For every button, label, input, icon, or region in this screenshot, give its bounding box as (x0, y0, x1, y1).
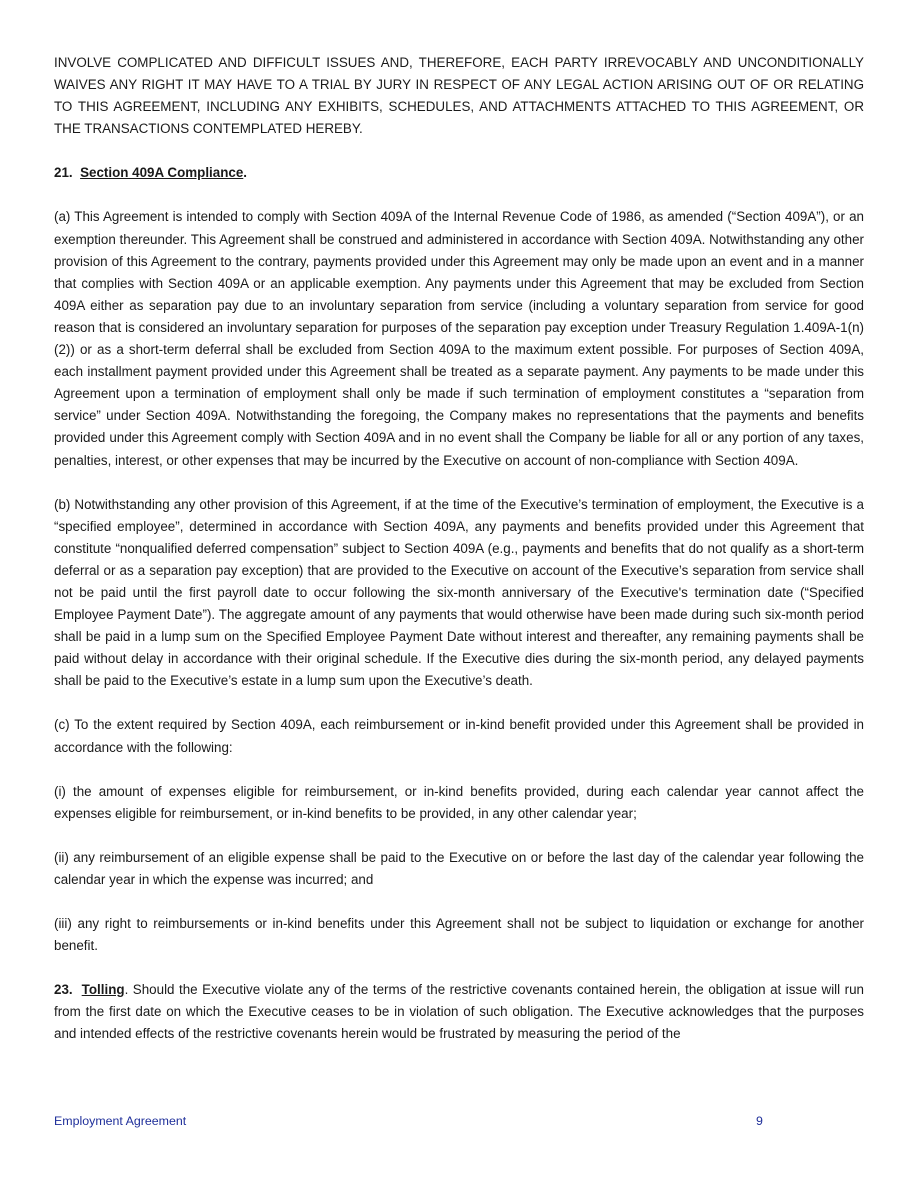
section-21-paragraph-iii: (iii) any right to reimbursements or in-kind benefits under this Agreement shall not be subject to liquidation or exchange for another benefit. (54, 916, 864, 954)
section-21-paragraph-i: (i) the amount of expenses eligible for reimbursement, or in-kind benefits provided, during each calendar year cannot affect the expenses eligible for reimbursement, or in-kind benefits to be provided, in any other calendar year; (54, 783, 864, 821)
section-23-number: 23. (54, 982, 73, 998)
section-21-paragraph-b: (b) Notwithstanding any other provision of this Agreement, if at the time of the Executive’s termination of employment, the Executive is a “specified employee”, determined in accordance with Section 409A, any payments and benefits provided under this Agreement that constitute “nonqualified deferred compensation” subject to Section 409A (e.g., payments and benefits that do not qualify as a short-term deferral or as a separation pay exception) that are provided to the Executive on account of the Executive’s separation from service shall not be paid until the first payroll date to occur following the six-month anniversary of the Executive's termination date (“Specified Employee Payment Date”). The aggregate amount of any payments that would otherwise have been made during such six-month period shall be paid in a lump sum on the Specified Employee Payment Date without interest and thereafter, any remaining payments shall be paid without delay in accordance with their original schedule. If the Executive dies during the six-month period, any delayed payments shall be paid to the Executive’s estate in a lump sum upon the Executive’s death. (54, 496, 864, 689)
page-number: 9 (756, 1114, 763, 1128)
section-21-paragraph-a: (a) This Agreement is intended to comply with Section 409A of the Internal Revenue Code of 1986, as amended (“Section 409A”), or an exemption thereunder. This Agreement shall be construed and administered in accordance with Section 409A. Notwithstanding any other provision of this Agreement to the contrary, payments provided under this Agreement may only be made upon an event and in a manner that complies with Section 409A or an applicable exemption. Any payments under this Agreement that may be excluded from Section 409A either as separation pay due to an involuntary separation from service (including a voluntary separation from service for good reason that is considered an involuntary separation for purposes of the separation pay exception under Treasury Regulation 1.409A-1(n)(2)) or as a short-term deferral shall be excluded from Section 409A to the maximum extent possible. For purposes of Section 409A, each installment payment provided under this Agreement shall be treated as a separate payment. Any payments to be made under this Agreement upon a termination of employment shall only be made if such termination of employment constitutes a “separation from service” under Section 409A. Notwithstanding the foregoing, the Company makes no representations that the payments and benefits provided under this Agreement comply with Section 409A and in no event shall the Company be liable for all or any portion of any taxes, penalties, interest, or other expenses that may be incurred by the Executive on account of non-compliance with Section 409A. (54, 209, 864, 468)
section-23-title: Tolling (81, 982, 125, 998)
section-21-trailing: . (243, 165, 248, 181)
footer-title: Employment Agreement (54, 1114, 187, 1128)
document-page (54, 52, 864, 1067)
section-21-title: Section 409A Compliance (80, 165, 244, 181)
section-23-text: . Should the Executive violate any of the terms of the restrictive covenants contained herein, the obligation at issue will run from the first date on which the Executive ceases to be in violation of such obligation. The Executive acknowledges that the purposes and intended effects of the restrictive covenants herein would be frustrated by measuring the period of the (54, 982, 864, 1042)
section-21-paragraph-c: (c) To the extent required by Section 409A, each reimbursement or in-kind benefit provided under this Agreement shall be provided in accordance with the following: (54, 717, 864, 755)
section-21-number: 21. (54, 165, 73, 181)
section-21-heading (54, 162, 864, 184)
intro-paragraph: INVOLVE COMPLICATED AND DIFFICULT ISSUES AND, THEREFORE, EACH PARTY IRREVOCABLY AND UNCONDITIONALLY WAIVES ANY RIGHT IT MAY HAVE TO A TRIAL BY JURY IN RESPECT OF ANY LEGAL ACTION ARISING OUT OF OR RELATING TO THIS AGREEMENT, INCLUDING ANY EXHIBITS, SCHEDULES, AND ATTACHMENTS ATTACHED TO THIS AGREEMENT, OR THE TRANSACTIONS CONTEMPLATED HEREBY. (54, 55, 864, 137)
section-23-paragraph (54, 979, 864, 1045)
section-21-paragraph-ii: (ii) any reimbursement of an eligible expense shall be paid to the Executive on or before the last day of the calendar year following the calendar year in which the expense was incurred; and (54, 849, 864, 887)
